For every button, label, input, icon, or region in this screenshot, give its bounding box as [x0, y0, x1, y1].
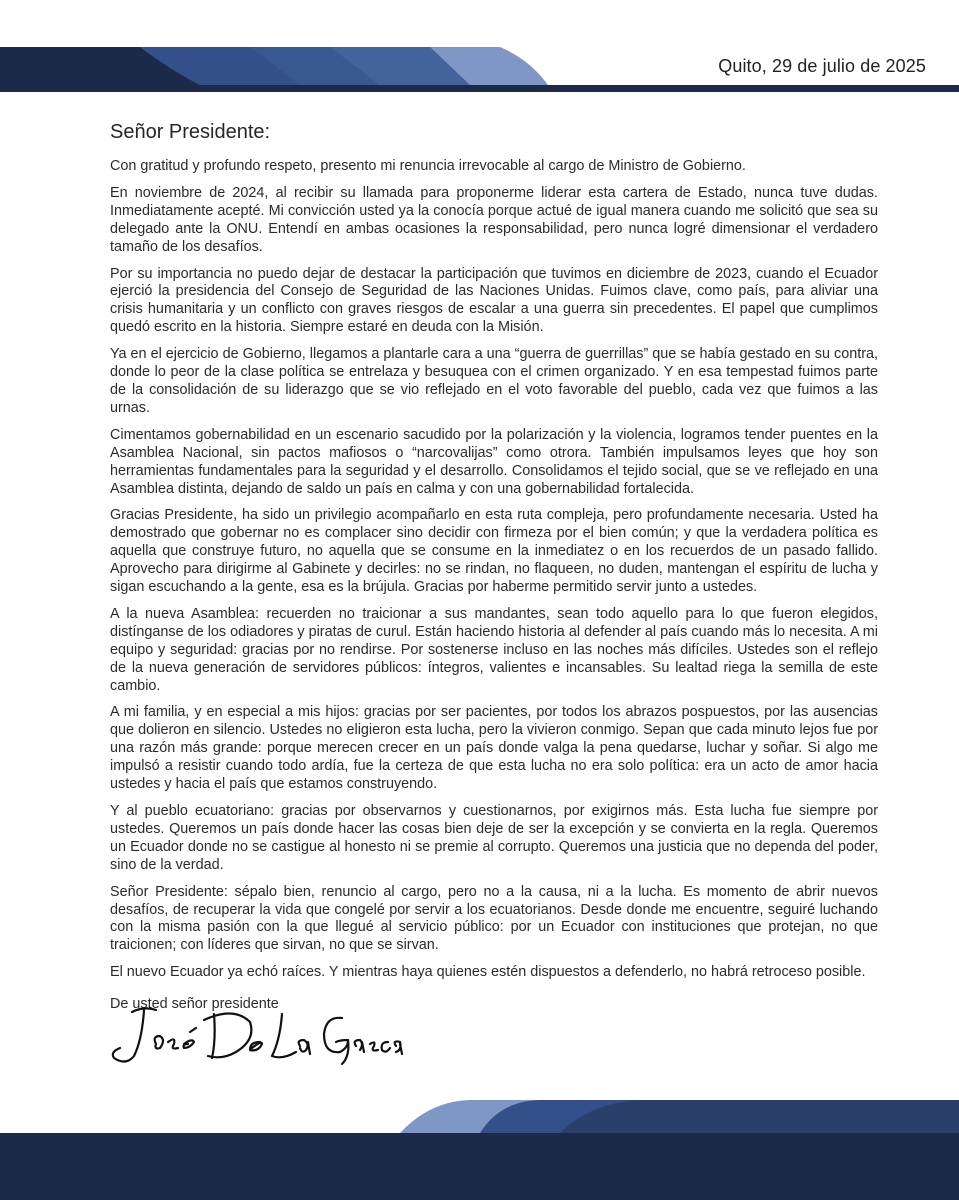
letter-date: Quito, 29 de julio de 2025 — [718, 56, 926, 76]
footer-accent-shape — [560, 1100, 959, 1133]
letter-paragraph: El nuevo Ecuador ya echó raíces. Y mientras haya quienes estén dispuestos a defenderlo, no habrá retroceso posible. — [110, 964, 866, 981]
letter-paragraph: Gracias Presidente, ha sido un privilegio acompañarlo en esta ruta compleja, pero profundamente necesaria. Usted ha demostrado que gobernar no es complacer sino decidir con firmeza por el bien común; y que la verdadera política es aquella que construye futuro, no aquella que se consume en la inmediatez o en los recuerdos de un pasado fallido. Aprovecho para dirigirme al Gabinete y decirles: no se rindan, no flaqueen, no duden, mantengan el espíritu de lucha y sigan escuchando a la gente, esa es la brújula. Gracias por haberme permitido servir junto a ustedes. — [110, 507, 878, 596]
footer-navy-stripe — [0, 1133, 959, 1200]
letter-paragraph: Cimentamos gobernabilidad en un escenario sacudido por la polarización y la violencia, logramos tender puentes en la Asamblea Nacional, sin pactos mafiosos o “narcovalijas” como otrora. También impulsamos leyes que hoy son herramientas fundamentales para la seguridad y el desarrollo. Consolidamos el tejido social, que se ve reflejado en una Asamblea distinta, dejando de saldo un país en calma y con una gobernabilidad fortalecida. — [110, 426, 878, 497]
header-decorative-band — [0, 0, 959, 95]
letter-paragraph: Señor Presidente: sépalo bien, renuncio al cargo, pero no a la causa, ni a la lucha. Es momento de abrir nuevos desafíos, de recuperar la vida que congelé por servir a los ecuatorianos. Desde donde me encuentre, seguiré luchando con la misma pasión con la que llegué al servicio público: por un Ecuador con instituciones que protejan, no que traicionen; con líderes que sirvan, no que se sirvan. — [110, 883, 878, 954]
letter-paragraph: A la nueva Asamblea: recuerden no traicionar a sus mandantes, sean todo aquello para lo que fueron elegidos, distínganse de los odiadores y piratas de curul. Están haciendo historia al defender al país cuando más lo necesita. A mi equipo y seguridad: gracias por no rendirse. Por sostenerse incluso en las noches más difíciles. Ustedes son el reflejo de la nueva generación de servidores públicos: íntegros, valientes e incansables. Su lealtad riega la semilla de este cambio. — [110, 605, 878, 694]
letter-body — [110, 120, 878, 1014]
letter-paragraph: Y al pueblo ecuatoriano: gracias por observarnos y cuestionarnos, por exigirnos más. Esta lucha fue siempre por ustedes. Queremos un país donde hacer las cosas bien deje de ser la excepción y se convierta en la regla. Queremos un Ecuador donde no se castigue al honesto ni se premie al corrupto. Queremos una justicia que no dependa del poder, sino de la verdad. — [110, 803, 878, 873]
letter-paragraph: Por su importancia no puedo dejar de destacar la participación que tuvimos en diciembre de 2023, cuando el Ecuador ejerció la presidencia del Consejo de Seguridad de las Naciones Unidas. Fuimos clave, como país, para aliviar una crisis humanitaria y un conflicto con graves riesgos de escalar a una guerra sin precedentes. El papel que cumplimos quedó escrito en la historia. Siempre estaré en deuda con la Misión. — [110, 265, 878, 336]
letter-paragraph: En noviembre de 2024, al recibir su llamada para proponerme liderar esta cartera de Estado, nunca tuve dudas. Inmediatamente acepté. Mi convicción usted ya la conocía porque actué de igual manera cuando me solicitó que sea su delegado ante la ONU. Entendí en ambas ocasiones la responsabilidad, pero nunca logré dimensionar el verdadero tamaño de los desafíos. — [110, 184, 878, 255]
letter-paragraph: A mi familia, y en especial a mis hijos: gracias por ser pacientes, por todos los abrazos pospuestos, por las ausencias que dolieron en silencio. Ustedes no eligieron esta lucha, pero la vivieron conmigo. Sepan que cada minuto lejos fue por una razón más grande: porque merecen crecer en un país donde valga la pena quedarse, luchar y soñar. Si algo me impulsó a resistir cuando todo ardía, fue la certeza de que esta lucha no era solo política: era un acto de amor hacia ustedes y hacia el país que estamos construyendo. — [110, 704, 878, 793]
letter-closing: De usted señor presidente — [110, 996, 279, 1013]
letter-paragraph: Ya en el ejercicio de Gobierno, llegamos a plantarle cara a una “guerra de guerrillas” que se había gestado en su contra, donde lo peor de la clase política se entrelaza y besuquea con el crimen organizado. Y en esa tempestad fuimos parte de la consolidación de su liderazgo que se vio reflejado en el voto favorable del pueblo, cada vez que fuimos a las urnas. — [110, 346, 878, 416]
letter-salutation: Señor Presidente: — [110, 121, 271, 143]
letter-paragraph: Con gratitud y profundo respeto, presento mi renuncia irrevocable al cargo de Ministro de Gobierno. — [110, 158, 746, 174]
handwritten-signature — [104, 1000, 404, 1070]
letter-paragraphs — [110, 158, 878, 982]
footer-decorative-band — [0, 1095, 959, 1200]
